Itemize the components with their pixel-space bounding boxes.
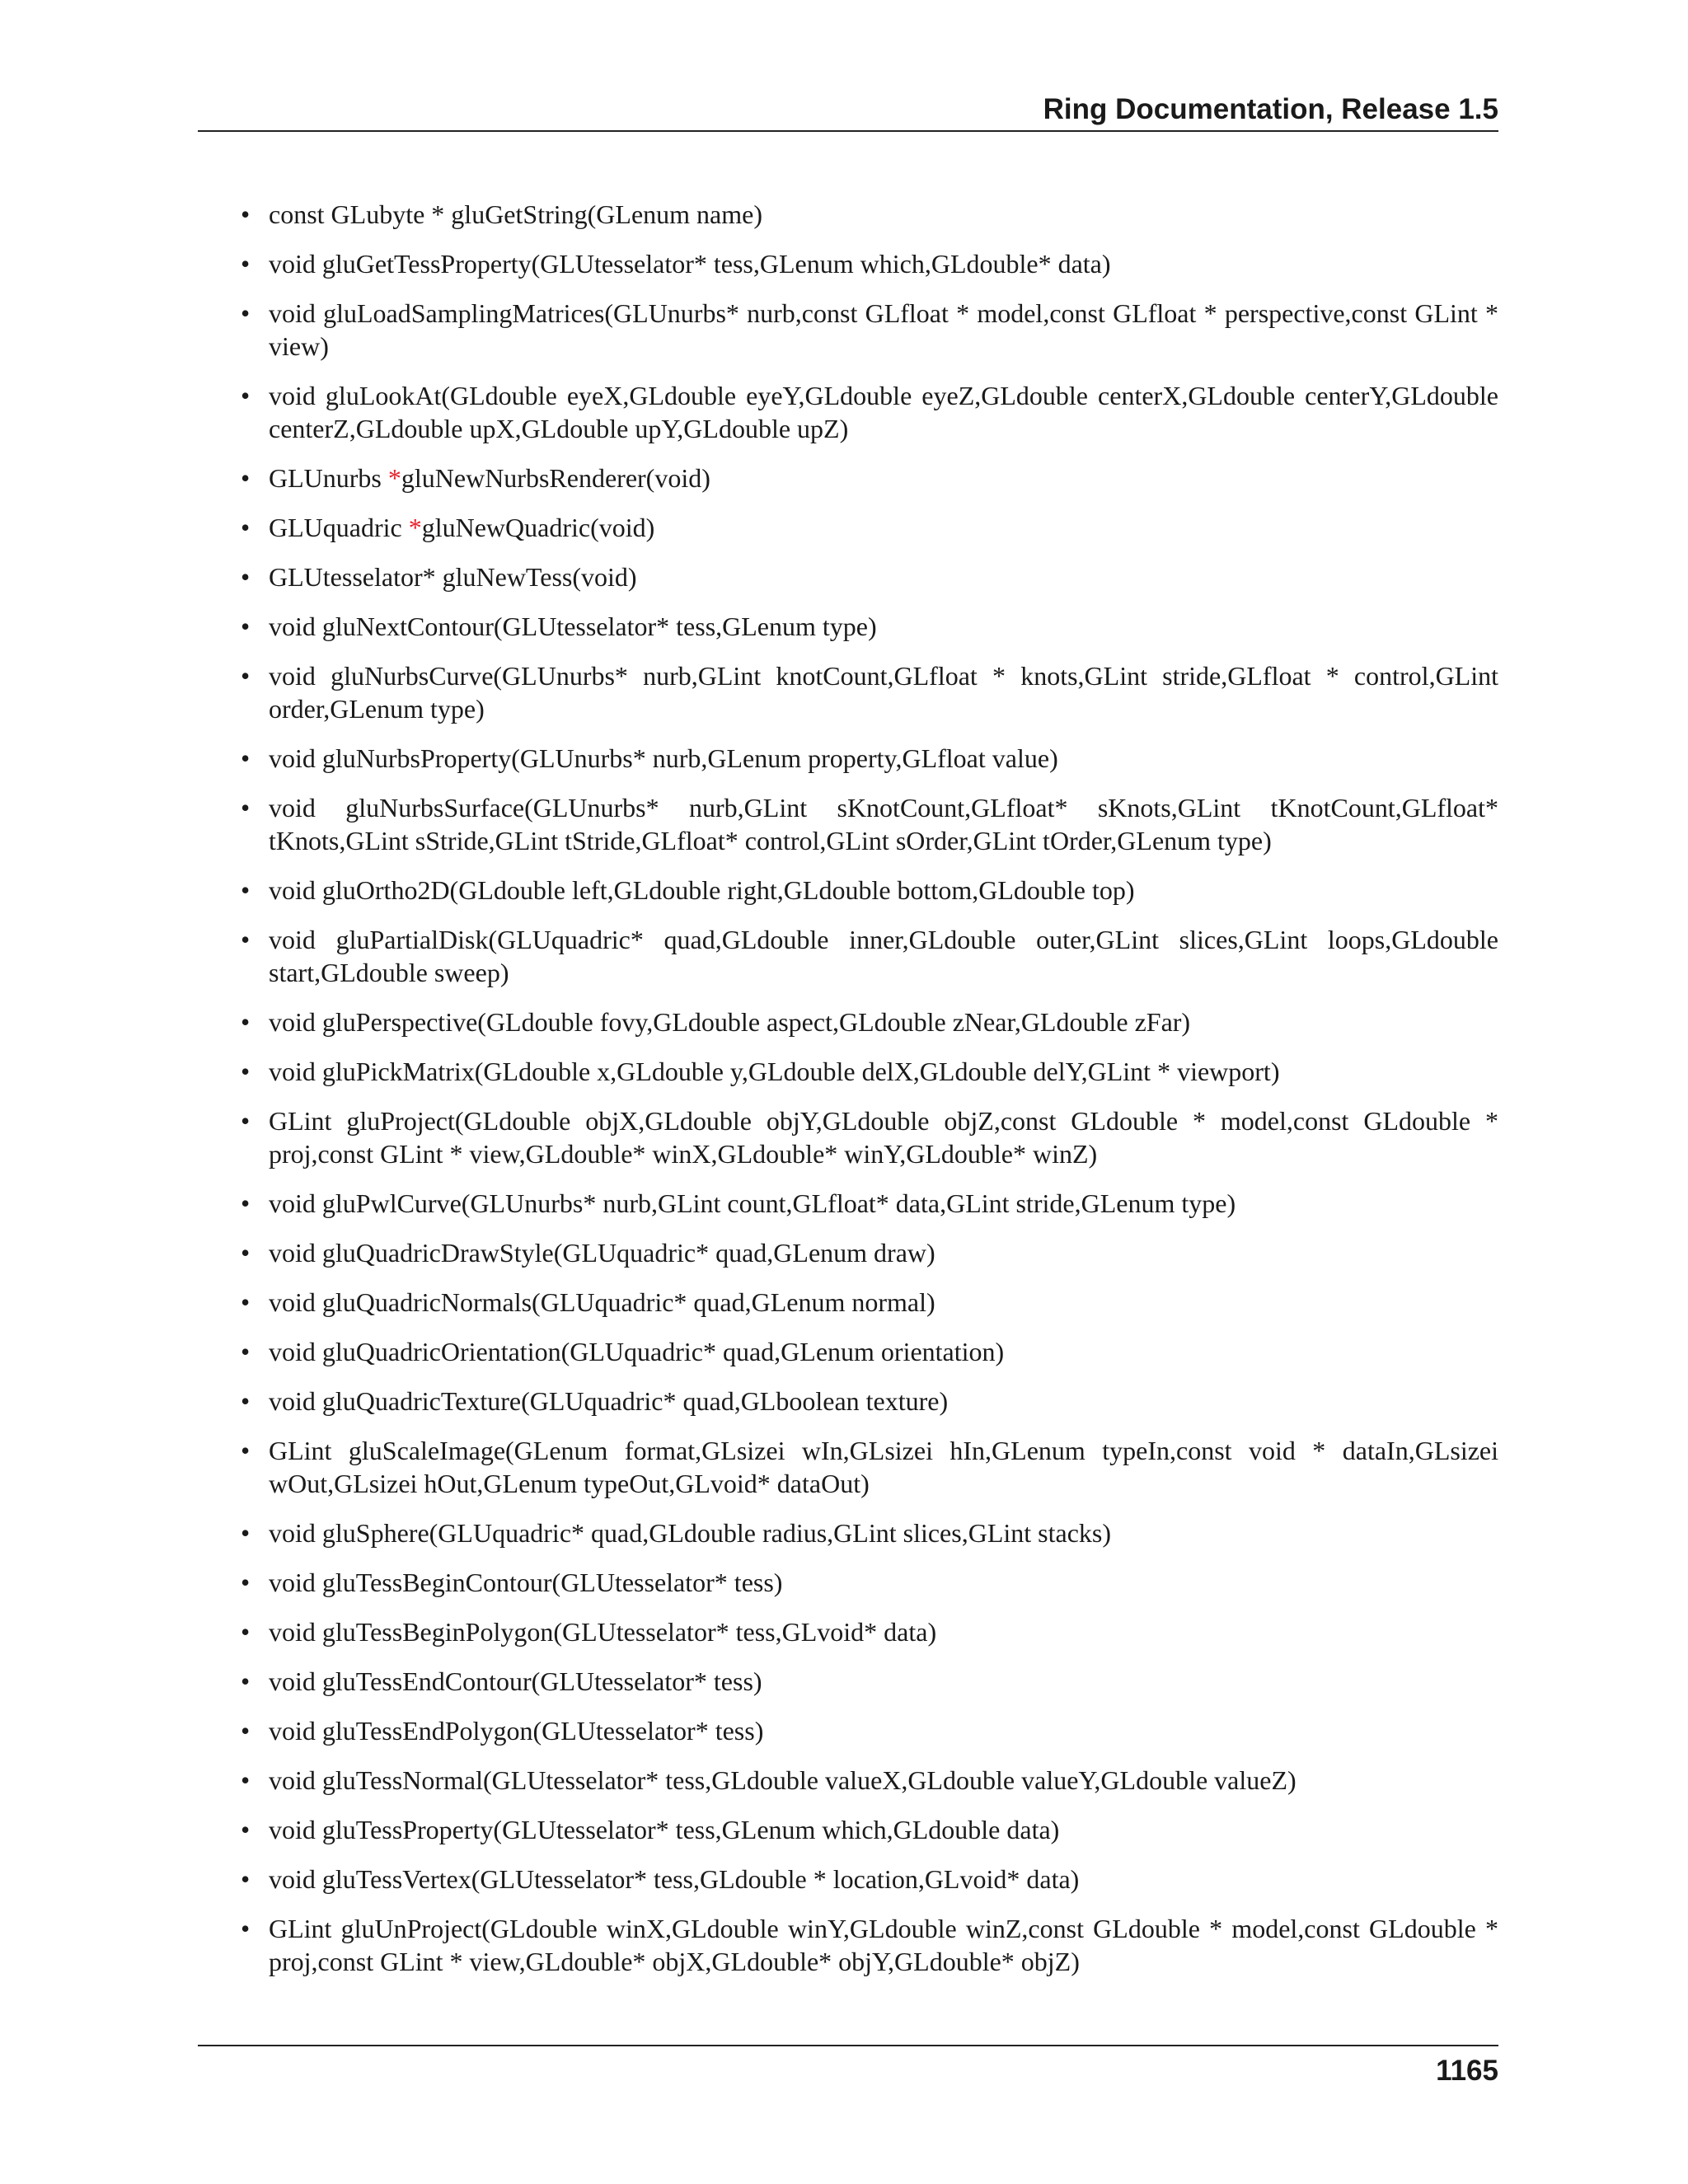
list-item: • GLint gluUnProject(GLdouble winX,GLdouble winY,GLdouble winZ,const GLdouble * model,const GLdouble * proj,const GLint * view,GLdouble* objX,GLdouble* objY,GLdouble* objZ)	[241, 1912, 1498, 1978]
list-item: • void gluLoadSamplingMatrices(GLUnurbs* nurb,const GLfloat * model,const GLfloat * perspective,const GLint * view)	[241, 297, 1498, 363]
function-list	[241, 198, 1498, 1978]
list-item: • const GLubyte * gluGetString(GLenum name)	[241, 198, 1498, 231]
list-item: • void gluPwlCurve(GLUnurbs* nurb,GLint count,GLfloat* data,GLint stride,GLenum type)	[241, 1187, 1498, 1220]
signature-suffix: gluNewNurbsRenderer(void)	[401, 463, 710, 493]
list-item: • void gluQuadricNormals(GLUquadric* quad,GLenum normal)	[241, 1286, 1498, 1319]
list-item: • void gluTessEndContour(GLUtesselator* tess)	[241, 1665, 1498, 1698]
footer-divider	[198, 2045, 1498, 2046]
running-header: Ring Documentation, Release 1.5	[1043, 93, 1498, 125]
list-item	[241, 511, 1498, 544]
list-item: • void gluTessEndPolygon(GLUtesselator* tess)	[241, 1714, 1498, 1747]
list-item: • void gluTessBeginPolygon(GLUtesselator* tess,GLvoid* data)	[241, 1615, 1498, 1648]
list-item: • void gluGetTessProperty(GLUtesselator* tess,GLenum which,GLdouble* data)	[241, 247, 1498, 280]
list-item: • void gluNextContour(GLUtesselator* tess,GLenum type)	[241, 610, 1498, 643]
list-item: • void gluNurbsProperty(GLUnurbs* nurb,GLenum property,GLfloat value)	[241, 742, 1498, 775]
list-item: • void gluTessNormal(GLUtesselator* tess,GLdouble valueX,GLdouble valueY,GLdouble valueZ)	[241, 1764, 1498, 1797]
list-item: • void gluQuadricTexture(GLUquadric* quad,GLboolean texture)	[241, 1385, 1498, 1418]
list-item: • void gluPickMatrix(GLdouble x,GLdouble y,GLdouble delX,GLdouble delY,GLint * viewport)	[241, 1055, 1498, 1088]
list-item: • GLUtesselator* gluNewTess(void)	[241, 560, 1498, 593]
list-item: • void gluTessProperty(GLUtesselator* tess,GLenum which,GLdouble data)	[241, 1813, 1498, 1846]
signature-prefix: GLUnurbs	[269, 463, 388, 493]
list-item: • void gluTessBeginContour(GLUtesselator* tess)	[241, 1566, 1498, 1599]
page-number: 1165	[1436, 2055, 1498, 2087]
highlighted-asterisk: *	[387, 463, 401, 493]
list-item: • void gluPartialDisk(GLUquadric* quad,GLdouble inner,GLdouble outer,GLint slices,GLint loops,GLdouble start,GLdouble sweep)	[241, 923, 1498, 989]
list-item: • void gluQuadricDrawStyle(GLUquadric* quad,GLenum draw)	[241, 1236, 1498, 1269]
list-item: • void gluNurbsCurve(GLUnurbs* nurb,GLint knotCount,GLfloat * knots,GLint stride,GLfloat * control,GLint order,GLenum type)	[241, 659, 1498, 725]
list-item: • void gluOrtho2D(GLdouble left,GLdouble right,GLdouble bottom,GLdouble top)	[241, 874, 1498, 907]
list-item: • GLint gluScaleImage(GLenum format,GLsizei wIn,GLsizei hIn,GLenum typeIn,const void * dataIn,GLsizei wOut,GLsizei hOut,GLenum typeOut,GLvoid* dataOut)	[241, 1434, 1498, 1500]
list-item: • void gluTessVertex(GLUtesselator* tess,GLdouble * location,GLvoid* data)	[241, 1863, 1498, 1896]
list-item: • void gluQuadricOrientation(GLUquadric* quad,GLenum orientation)	[241, 1335, 1498, 1368]
list-item: • GLint gluProject(GLdouble objX,GLdouble objY,GLdouble objZ,const GLdouble * model,const GLdouble * proj,const GLint * view,GLdouble* winX,GLdouble* winY,GLdouble* winZ)	[241, 1104, 1498, 1170]
list-item	[241, 462, 1498, 494]
list-item: • void gluNurbsSurface(GLUnurbs* nurb,GLint sKnotCount,GLfloat* sKnots,GLint tKnotCount,GLfloat* tKnots,GLint sStride,GLint tStride,GLfloat* control,GLint sOrder,GLint tOrder,GLenum type)	[241, 791, 1498, 857]
highlighted-asterisk: *	[408, 513, 422, 542]
header-divider	[198, 130, 1498, 132]
list-item: • void gluLookAt(GLdouble eyeX,GLdouble eyeY,GLdouble eyeZ,GLdouble centerX,GLdouble centerY,GLdouble centerZ,GLdouble upX,GLdouble upY,GLdouble upZ)	[241, 379, 1498, 445]
list-item: • void gluPerspective(GLdouble fovy,GLdouble aspect,GLdouble zNear,GLdouble zFar)	[241, 1005, 1498, 1038]
signature-prefix: GLUquadric	[269, 513, 409, 542]
signature-suffix: gluNewQuadric(void)	[421, 513, 655, 542]
list-item: • void gluSphere(GLUquadric* quad,GLdouble radius,GLint slices,GLint stacks)	[241, 1516, 1498, 1549]
page-body	[241, 198, 1498, 1994]
